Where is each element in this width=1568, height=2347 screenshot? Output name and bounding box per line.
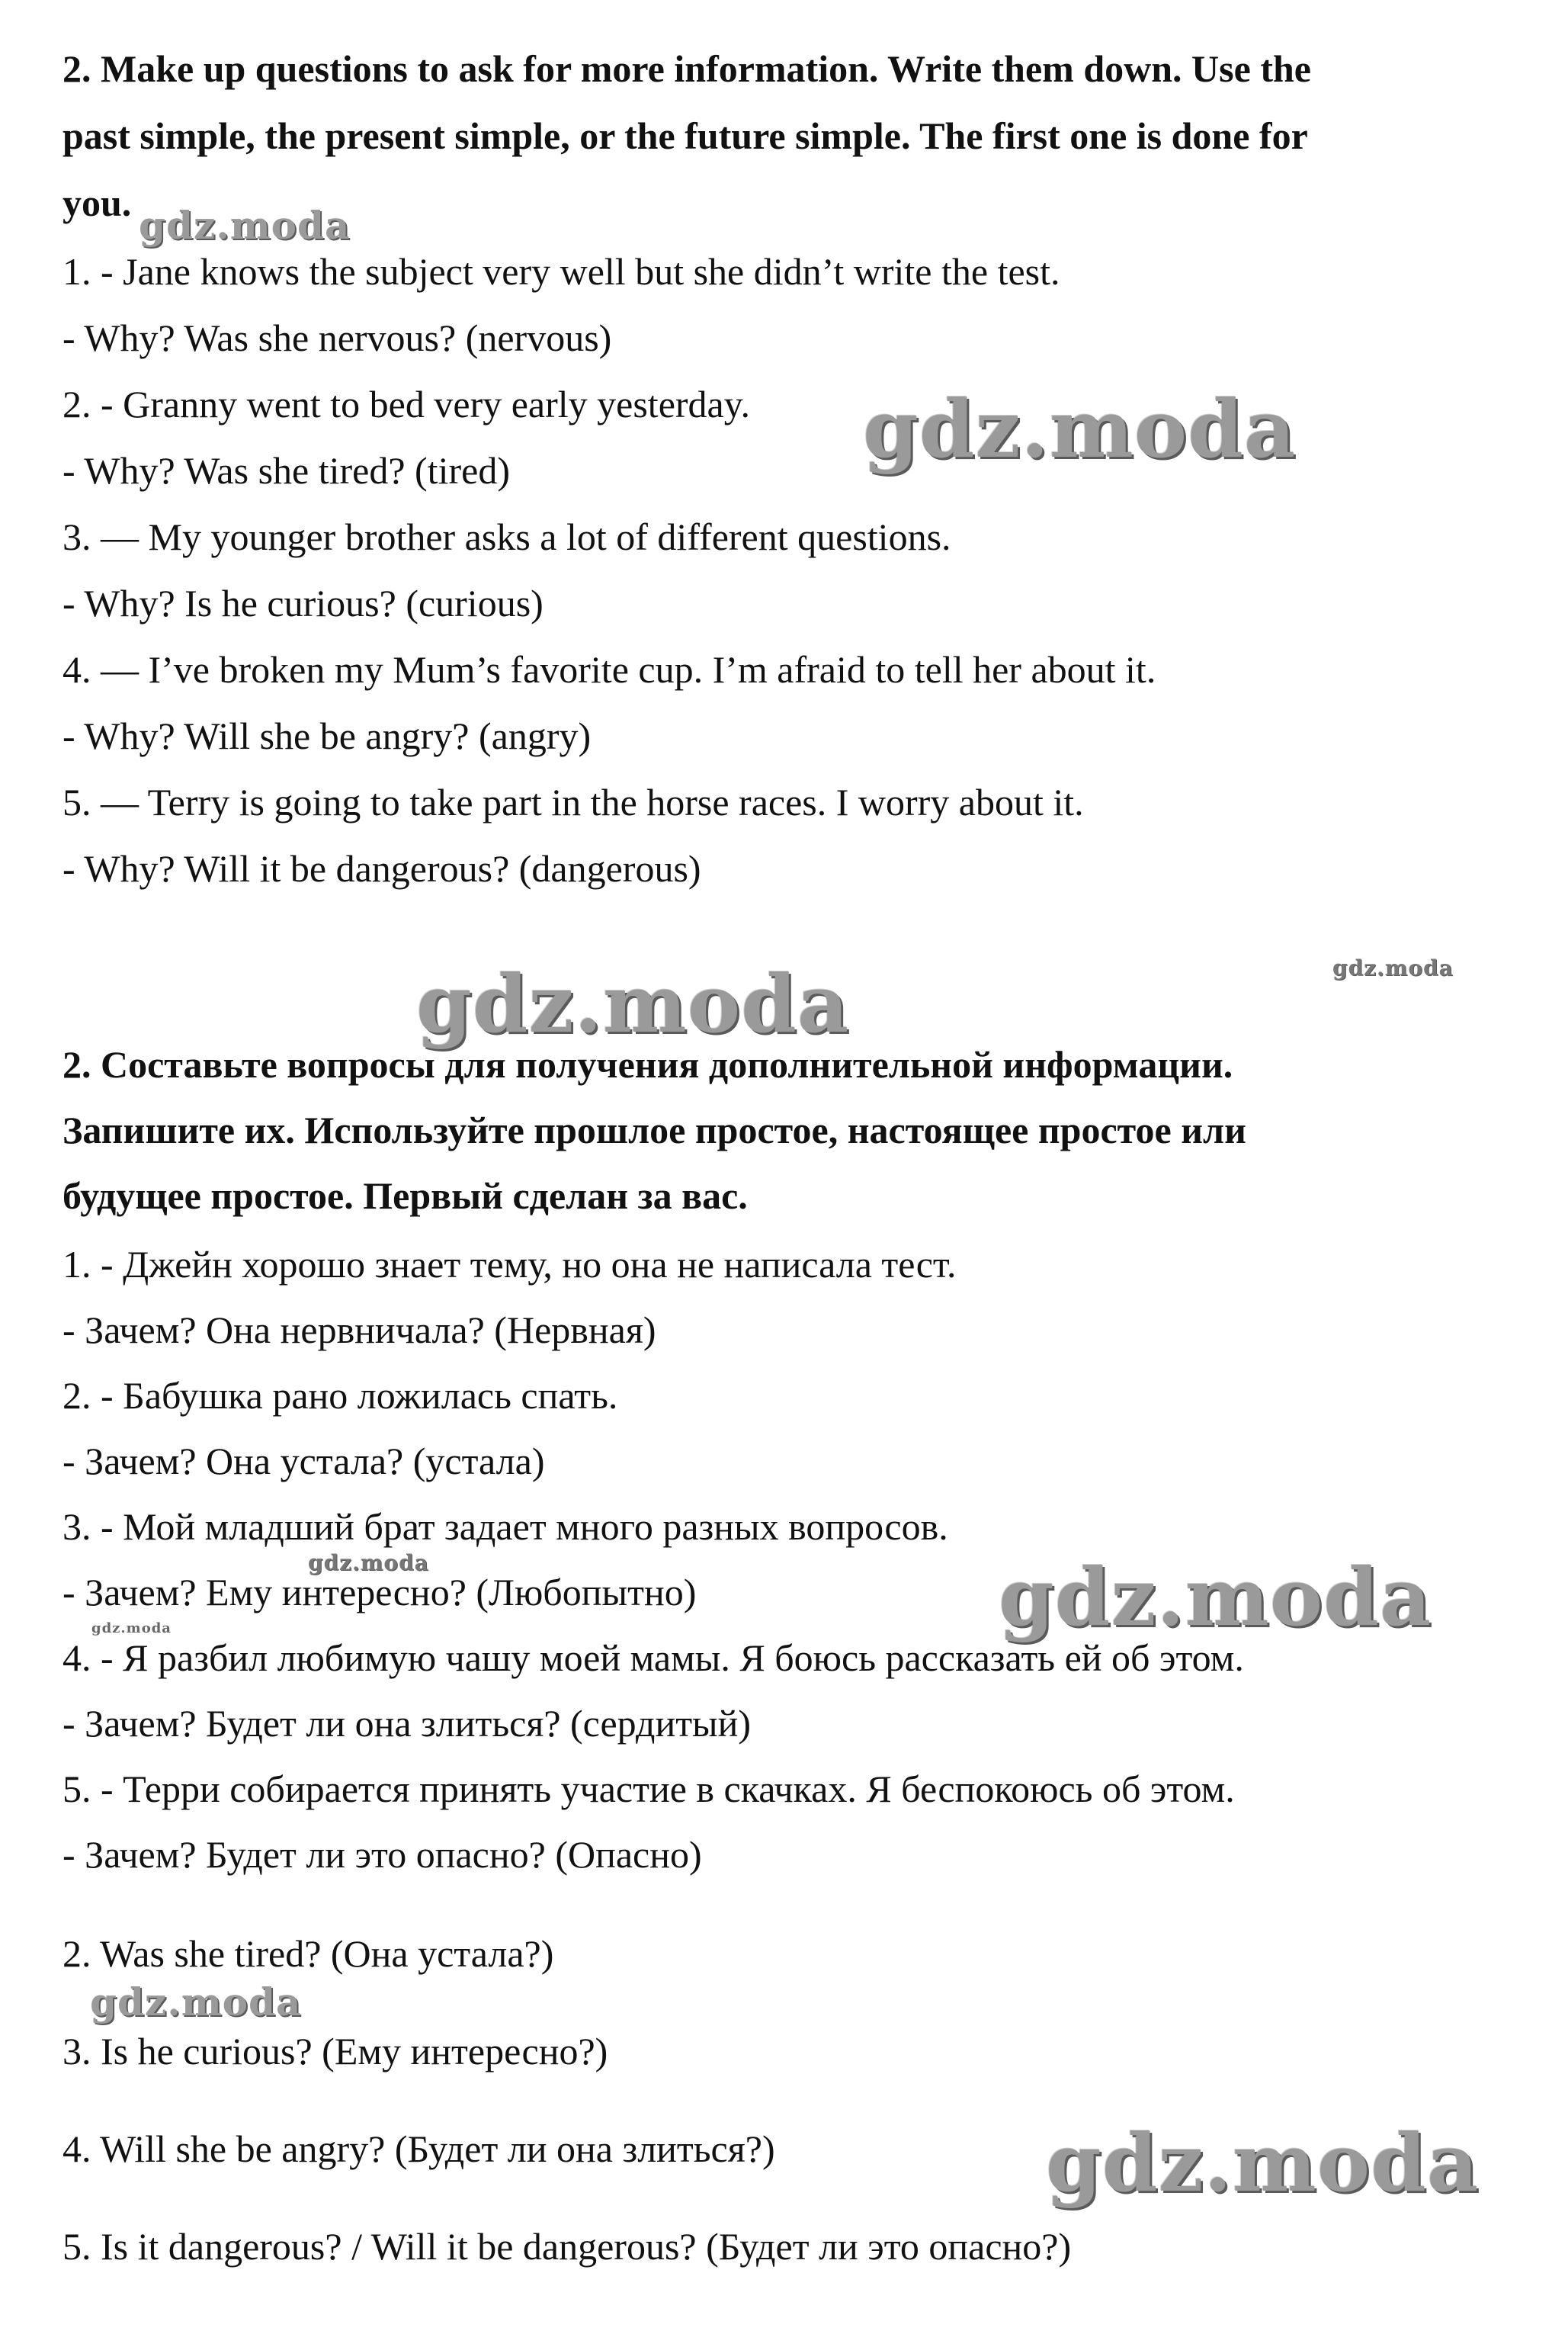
english-item-1: 1. - Jane knows the subject very well but she didn’t write the test. <box>63 250 1060 293</box>
russian-answer-5: - Зачем? Будет ли это опасно? (Опасно) <box>63 1833 702 1876</box>
english-item-2: 2. - Granny went to bed very early yesterday. <box>63 383 750 425</box>
watermark-logo: gdz.moda <box>90 1979 302 2024</box>
russian-heading-line-1: 2. Составьте вопросы для получения дополнительной информации. <box>63 1043 1233 1086</box>
english-item-3: 3. — My younger brother asks a lot of different questions. <box>63 515 951 558</box>
english-heading-line-1: 2. Make up questions to ask for more information. Write them down. Use the <box>63 47 1311 90</box>
answer-line-3: 3. Is he curious? (Ему интересно?) <box>63 2030 608 2072</box>
watermark-logo: gdz.moda <box>1332 955 1454 981</box>
english-item-4: 4. — I’ve broken my Mum’s favorite cup. I’m afraid to tell her about it. <box>63 648 1156 691</box>
watermark-logo: gdz.moda <box>999 1550 1432 1644</box>
english-heading-line-2: past simple, the present simple, or the future simple. The first one is done for <box>63 114 1308 157</box>
english-answer-4: - Why? Will she be angry? (angry) <box>63 714 592 757</box>
russian-item-4: 4. - Я разбил любимую чашу моей мамы. Я боюсь рассказать ей об этом. <box>63 1636 1244 1679</box>
watermark-logo: gdz.moda <box>863 382 1297 476</box>
watermark-logo: gdz.moda <box>416 957 850 1051</box>
russian-answer-4: - Зачем? Будет ли она злиться? (сердитый) <box>63 1702 752 1745</box>
russian-heading-line-2: Запишите их. Используйте прошлое простое, настоящее простое или <box>63 1109 1246 1151</box>
russian-item-5: 5. - Терри собирается принять участие в скачках. Я беспокоюсь об этом. <box>63 1767 1235 1810</box>
watermark-logo: gdz.moda <box>308 1550 429 1575</box>
english-answer-1: - Why? Was she nervous? (nervous) <box>63 316 612 359</box>
watermark-logo: gdz.moda <box>91 1620 172 1636</box>
russian-item-3: 3. - Мой младший брат задает много разных вопросов. <box>63 1505 948 1548</box>
answer-line-5: 5. Is it dangerous? / Will it be dangerous? (Будет ли это опасно?) <box>63 2225 1072 2268</box>
english-answer-5: - Why? Will it be dangerous? (dangerous) <box>63 847 701 890</box>
english-item-5: 5. — Terry is going to take part in the horse races. I worry about it. <box>63 781 1084 824</box>
english-answer-2: - Why? Was she tired? (tired) <box>63 449 510 492</box>
watermark-logo: gdz.moda <box>1046 2116 1480 2210</box>
answer-line-4: 4. Will she be angry? (Будет ли она злиться?) <box>63 2127 775 2170</box>
russian-item-1: 1. - Джейн хорошо знает тему, но она не написала тест. <box>63 1243 957 1286</box>
russian-item-2: 2. - Бабушка рано ложилась спать. <box>63 1374 618 1417</box>
russian-heading-line-3: будущее простое. Первый сделан за вас. <box>63 1174 748 1217</box>
answer-line-2: 2. Was she tired? (Она устала?) <box>63 1932 554 1975</box>
english-heading-line-3: you. <box>63 181 132 224</box>
russian-answer-3: - Зачем? Ему интересно? (Любопытно) <box>63 1571 697 1613</box>
watermark-logo: gdz.moda <box>139 203 351 248</box>
russian-answer-2: - Зачем? Она устала? (устала) <box>63 1440 545 1482</box>
russian-answer-1: - Зачем? Она нервничала? (Нервная) <box>63 1308 656 1351</box>
english-answer-3: - Why? Is he curious? (curious) <box>63 582 544 624</box>
